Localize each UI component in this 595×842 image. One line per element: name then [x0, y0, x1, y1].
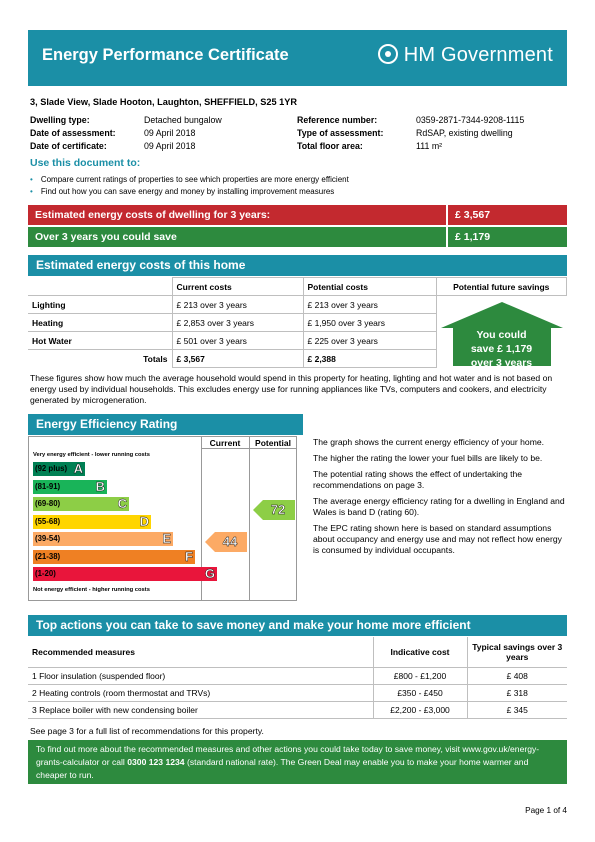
save-bar: Over 3 years you could save — [28, 227, 446, 247]
band-range: (1-20) — [35, 569, 56, 578]
detail-key: Type of assessment: — [297, 128, 384, 138]
costs-note: These figures show how much the average household would spend in this property for heating, lighting and hot water and is not based on energy used by individual households. This excludes energy use for running appliances like TVs, computers and cookers, and electricity generated by microgeneration. — [30, 373, 553, 405]
page-number: Page 1 of 4 — [525, 806, 567, 815]
band-letter: B — [95, 478, 105, 494]
hm-government-logo: HM Government — [378, 44, 553, 67]
potential-column-header: Potential — [255, 438, 291, 448]
bullet-item: • Find out how you can save energy and money by installing improvement measures — [30, 187, 335, 196]
footer-info: To find out more about the recommended measures and other actions you could take today to save money, visit www.gov.uk/energy-grants-calculator or call 0300 123 1234 (standard national rate). The Green Deal may enable you to make your home warmer and cheaper to run. — [28, 740, 567, 784]
bullet-icon: • — [30, 175, 33, 184]
band-letter: G — [204, 566, 215, 581]
band-letter: A — [73, 461, 83, 476]
typical-saving: £ 408 — [467, 667, 567, 684]
detail-key: Reference number: — [297, 115, 378, 125]
actions-table — [28, 637, 567, 719]
column-header: Recommended measures — [28, 637, 373, 667]
measure: 1 Floor insulation (suspended floor) — [28, 667, 373, 684]
band-letter: F — [185, 548, 193, 564]
indicative-cost: £800 - £1,200 — [373, 667, 467, 684]
detail-value: 09 April 2018 — [144, 141, 196, 151]
property-address: 3, Slade View, Slade Hooton, Laughton, SHEFFIELD, S25 1YR — [30, 97, 297, 107]
table-row — [28, 296, 567, 314]
band-letter: D — [139, 513, 149, 529]
detail-value: 0359-2871-7344-9208-1115 — [416, 115, 525, 125]
measure: 3 Replace boiler with new condensing boiler — [28, 701, 373, 718]
costs-section-heading: Estimated energy costs of this home — [28, 255, 567, 276]
indicative-cost: £350 - £450 — [373, 684, 467, 701]
detail-value: 111 m² — [416, 141, 443, 151]
savings-cell — [436, 296, 567, 368]
band-range: (21-38) — [35, 551, 61, 561]
estimated-cost-value: £ 3,567 — [448, 205, 567, 225]
column-header: Typical savings over 3 years — [467, 637, 567, 667]
detail-value: 09 April 2018 — [144, 128, 196, 138]
typical-saving: £ 318 — [467, 684, 567, 701]
potential-cost: £ 213 over 3 years — [303, 296, 436, 314]
current-cost: £ 501 over 3 years — [172, 332, 303, 350]
current-column-header: Current — [209, 438, 241, 448]
bottom-caption: Not energy efficient - higher running costs — [33, 587, 150, 593]
table-row — [28, 701, 567, 718]
column-header: Current costs — [172, 278, 303, 296]
row-label: Heating — [28, 314, 172, 332]
details-left — [30, 115, 222, 154]
column-header: Potential future savings — [436, 278, 567, 296]
rating-band-a — [33, 462, 85, 476]
column-header: Potential costs — [303, 278, 436, 296]
table-row — [28, 667, 567, 684]
detail-key: Date of certificate: — [30, 141, 107, 151]
actions-section-heading: Top actions you can take to save money and make your home more efficient — [28, 615, 567, 636]
band-letter: C — [117, 496, 127, 511]
costs-table — [28, 277, 567, 368]
detail-key: Total floor area: — [297, 141, 363, 151]
header-banner — [28, 30, 567, 86]
bullet-item: • Compare current ratings of properties to see which properties are more energy efficient — [30, 175, 349, 184]
use-document-heading: Use this document to: — [30, 157, 141, 169]
band-range: (69-80) — [35, 499, 61, 508]
potential-cost: £ 225 over 3 years — [303, 332, 436, 350]
efficiency-text: The graph shows the current energy efficiency of your home. The higher the rating the lower your fuel bills are likely to be. The potential rating shows the effect of undertaking the recommendations on page 3. The average energy efficiency rating for a dwelling in England and Wales is band D (rating 60). The EPC rating shown here is based on standard assumptions about occupancy and energy use and may not reflect how energy is consumed by individual occupants. — [313, 437, 565, 555]
band-letter: E — [162, 531, 171, 546]
row-label: Hot Water — [28, 332, 172, 350]
efficiency-section-heading: Energy Efficiency Rating — [28, 414, 303, 435]
typical-saving: £ 345 — [467, 701, 567, 718]
rating-band-c — [33, 497, 129, 511]
potential-rating-value: 72 — [270, 502, 286, 517]
rating-band-e — [33, 532, 173, 546]
band-range: (55-68) — [35, 516, 61, 526]
potential-cost: £ 1,950 over 3 years — [303, 314, 436, 332]
total-potential: £ 2,388 — [303, 350, 436, 368]
save-value: £ 1,179 — [448, 227, 567, 247]
current-cost: £ 2,853 over 3 years — [172, 314, 303, 332]
column-header: Indicative cost — [373, 637, 467, 667]
measure: 2 Heating controls (room thermostat and TRVs) — [28, 684, 373, 701]
current-rating-value: 44 — [222, 534, 238, 549]
band-range: (81-91) — [35, 481, 61, 491]
detail-value: RdSAP, existing dwelling — [416, 128, 513, 138]
band-range: (92 plus) — [35, 464, 68, 473]
crest-icon — [378, 44, 398, 64]
table-row — [28, 684, 567, 701]
total-current: £ 3,567 — [172, 350, 303, 368]
band-range: (39-54) — [35, 534, 61, 543]
current-cost: £ 213 over 3 years — [172, 296, 303, 314]
top-caption: Very energy efficient - lower running costs — [33, 452, 150, 458]
see-page-note: See page 3 for a full list of recommendations for this property. — [30, 726, 264, 736]
savings-text: You could save £ 1,179 over 3 years — [470, 329, 533, 369]
detail-key: Date of assessment: — [30, 128, 116, 138]
rating-band-f — [33, 550, 195, 564]
bullet-icon: • — [30, 187, 33, 196]
estimated-cost-bar: Estimated energy costs of dwelling for 3 years: — [28, 205, 446, 225]
row-label: Lighting — [28, 296, 172, 314]
rating-band-g — [33, 567, 217, 581]
indicative-cost: £2,200 - £3,000 — [373, 701, 467, 718]
details-right — [297, 115, 524, 154]
rating-band-b — [33, 480, 107, 494]
totals-label: Totals — [28, 350, 172, 368]
rating-band-d — [33, 515, 151, 529]
document-title: Energy Performance Certificate — [42, 46, 289, 64]
detail-key: Dwelling type: — [30, 115, 90, 125]
table-header-row — [28, 637, 567, 667]
phone-number: 0300 123 1234 — [127, 757, 185, 767]
table-header-row — [28, 278, 567, 296]
detail-value: Detached bungalow — [144, 115, 222, 125]
